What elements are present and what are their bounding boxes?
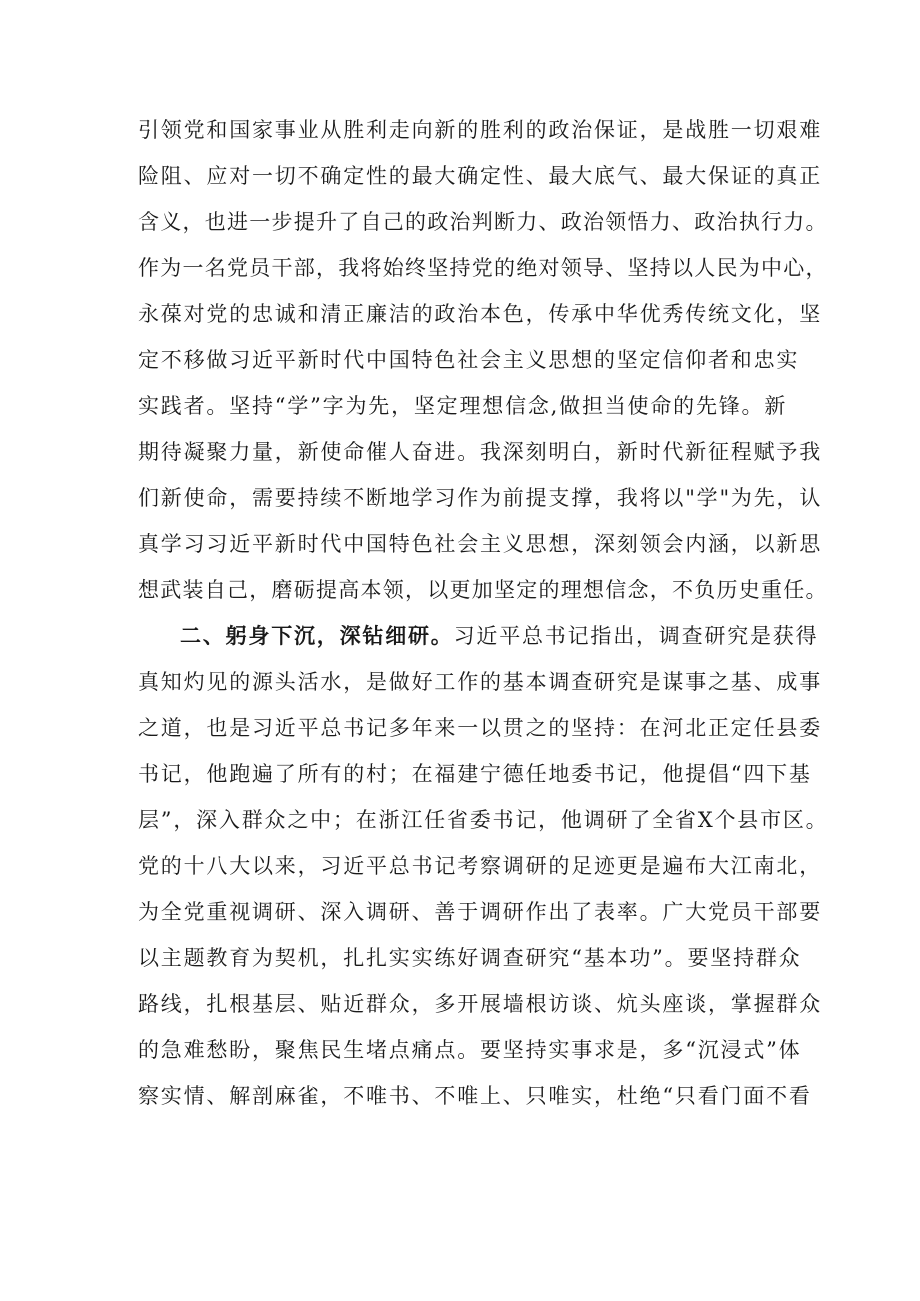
paragraph-line: 为全党重视调研、深入调研、善于调研作出了表率。广大党员干部要 [138, 900, 822, 924]
paragraph-line: 真知灼见的源头活水，是做好工作的基本调查研究是谋事之基、成事 [138, 670, 822, 694]
section-first-line-text: 习近平总书记指出，调查研究是获得 [453, 624, 819, 648]
section-first-line [180, 621, 818, 651]
paragraph-line: 含义，也进一步提升了自己的政治判断力、政治领悟力、政治执行力。 [138, 210, 828, 234]
paragraph-line: 定不移做习近平新时代中国特色社会主义思想的坚定信仰者和忠实 [138, 348, 800, 372]
paragraph-line: 想武装自己，磨砺提高本领，以更加坚定的理想信念，不负历史重任。 [138, 578, 828, 602]
paragraph-line: 层”，深入群众之中；在浙江任省委书记，他调研了全省X个县市区。 [138, 808, 829, 832]
paragraph-line: 的急难愁盼，聚焦民生堵点痛点。要坚持实事求是，多“沉浸式”体 [138, 1038, 802, 1062]
paragraph-line: 永葆对党的忠诚和清正廉洁的政治本色，传承中华优秀传统文化，坚 [138, 302, 822, 326]
paragraph-line: 党的十八大以来，习近平总书记考察调研的足迹更是遍布大江南北， [138, 854, 822, 878]
paragraph-line: 察实情、解剖麻雀，不唯书、不唯上、只唯实，杜绝“只看门面不看 [138, 1084, 812, 1108]
paragraph-line: 真学习习近平新时代中国特色社会主义思想，深刻领会内涵，以新思 [138, 532, 822, 556]
paragraph-line: 作为一名党员干部，我将始终坚持党的绝对领导、坚持以人民为中心， [138, 256, 828, 280]
paragraph-line: 书记，他跑遍了所有的村；在福建宁德任地委书记，他提倡“四下基 [138, 762, 812, 786]
section-heading: 二、躬身下沉，深钻细研。 [180, 624, 454, 648]
paragraph-line: 以主题教育为契机，扎扎实实练好调查研究“基本功”。要坚持群众 [138, 946, 802, 970]
paragraph-line: 实践者。坚持“学”字为先，坚定理想信念,做担当使命的先锋。新 [138, 394, 788, 418]
paragraph-line: 险阻、应对一切不确定性的最大确定性、最大底气、最大保证的真正 [138, 164, 822, 188]
paragraph-line: 之道，也是习近平总书记多年来一以贯之的坚持：在河北正定任县委 [138, 716, 822, 740]
paragraph-line: 们新使命，需要持续不断地学习作为前提支撑，我将以"学"为先，认 [138, 486, 823, 510]
paragraph-line: 期待凝聚力量，新使命催人奋进。我深刻明白，新时代新征程赋予我 [138, 440, 822, 464]
paragraph-line: 路线，扎根基层、贴近群众，多开展墙根访谈、炕头座谈，掌握群众 [138, 992, 822, 1016]
paragraph-line: 引领党和国家事业从胜利走向新的胜利的政治保证，是战胜一切艰难 [138, 118, 822, 142]
